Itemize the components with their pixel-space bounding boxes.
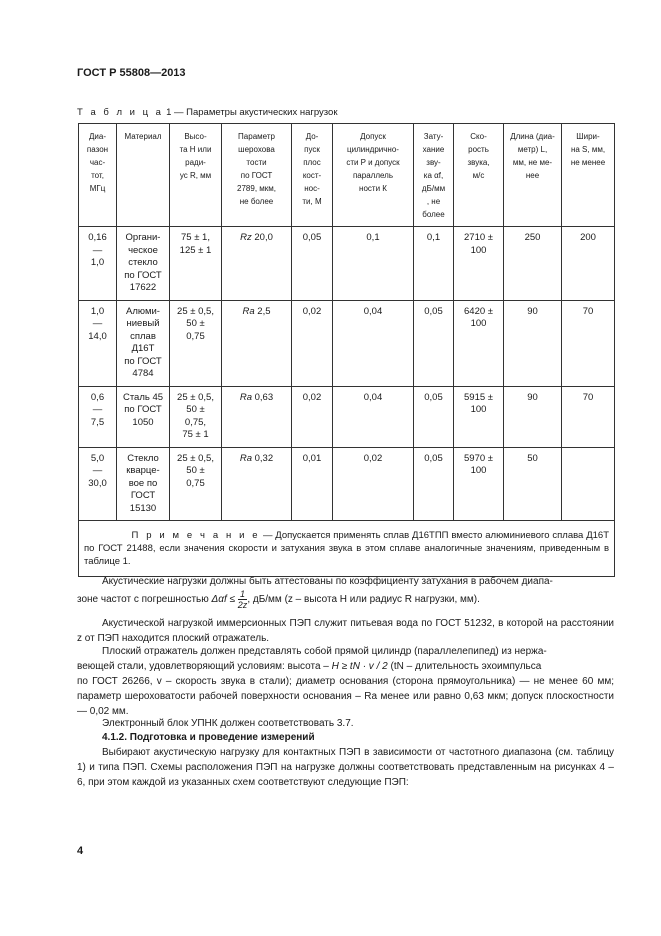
- paragraph-reflector-cont: веющей стали, удовлетворяющий условиям: высота – H ≥ tN · v / 2 (tN – длительность эхоимпульса: [77, 661, 542, 672]
- paragraph-electronic-unit: Электронный блок УПНК должен соответствовать 3.7.: [102, 718, 354, 729]
- section-heading: 4.1.2. Подготовка и проведение измерений: [102, 732, 315, 743]
- table-row: [79, 386, 615, 447]
- table-cell: 0,1: [333, 227, 414, 301]
- table-cell: Стекло кварце- вое по ГОСТ 15130: [117, 447, 170, 521]
- table-row: [79, 447, 615, 521]
- table-header-cell: Материал: [117, 124, 170, 227]
- table-cell: 70: [562, 386, 615, 447]
- paragraph-reflector-end: по ГОСТ 26266, v – скорость звука в стали); диаметр основания (сторона прямоугольника) — не менее 60 мм; параметр шероховатости рабочей поверхности основания – Ra менее или равно 0,63 мкм; допуск плоскостности — 0,02 мм.: [77, 676, 614, 717]
- table-header-cell: Длина (диа- метр) L, мм, не ме- нее: [504, 124, 562, 227]
- table-header-cell: Высо- та H или ради- ус R, мм: [170, 124, 222, 227]
- table-header-row: [79, 124, 615, 227]
- height-formula: H ≥ tN · v / 2: [331, 661, 388, 672]
- table-caption-label: Т а б л и ц а: [77, 107, 164, 118]
- table-header-cell: Параметр шерохова тости по ГОСТ 2789, мкм, не более: [222, 124, 292, 227]
- table-cell: Алюми- ниевый сплав Д16Т по ГОСТ 4784: [117, 300, 170, 386]
- table-cell: [562, 447, 615, 521]
- table-header-cell: Диа- пазон час- тот, МГц: [79, 124, 117, 227]
- table-cell: 25 ± 0,5, 50 ± 0,75: [170, 300, 222, 386]
- table-header-cell: Шири- на S, мм, не менее: [562, 124, 615, 227]
- paragraph-attestation-cont: зоне частот с погрешностью Δαf ≤ $\frac{1}{2z}$ , дБ/мм (z – высота H или радиус R нагрузки, мм).: [77, 589, 480, 610]
- table-cell: 0,04: [333, 300, 414, 386]
- table-header-cell: Зату- хание зву- ка αf, дБ/мм , не более: [414, 124, 454, 227]
- document-header: ГОСТ Р 55808—2013: [77, 67, 186, 79]
- table-cell: 0,05: [292, 227, 333, 301]
- table-row: [79, 227, 615, 301]
- table-cell: Ra 2,5: [222, 300, 292, 386]
- table-cell: 1,0 — 14,0: [79, 300, 117, 386]
- paragraph-immersion-load: Акустической нагрузкой иммерсионных ПЭП служит питьевая вода по ГОСТ 51232, в которой на расстоянии z от ПЭП находится плоский отражатель.: [77, 618, 614, 644]
- parameters-table: [78, 123, 615, 577]
- table-row: [79, 300, 615, 386]
- table-header-cell: До- пуск плос кост- нос- ти, М: [292, 124, 333, 227]
- table-cell: 5,0 — 30,0: [79, 447, 117, 521]
- paragraph-procedure: Выбирают акустическую нагрузку для контактных ПЭП в зависимости от частотного диапазона (см. таблицу 1) и типа ПЭП. Схемы расположения ПЭП на нагрузке должны соответствовать представленным на рисунках 4 – 6, при этом каждой из указанных схем соответствуют следующие ПЭП:: [77, 747, 614, 788]
- table-cell: 2710 ± 100: [454, 227, 504, 301]
- table-cell: 0,05: [414, 386, 454, 447]
- table-cell: Сталь 45 по ГОСТ 1050: [117, 386, 170, 447]
- table-cell: 6420 ± 100: [454, 300, 504, 386]
- table-cell: Органи- ческое стекло по ГОСТ 17622: [117, 227, 170, 301]
- table-cell: 0,05: [414, 300, 454, 386]
- table-header-cell: Ско- рость звука, м/с: [454, 124, 504, 227]
- table-cell: 0,6 — 7,5: [79, 386, 117, 447]
- page-number: 4: [77, 845, 84, 857]
- table-cell: 0,02: [292, 300, 333, 386]
- table-cell: 90: [504, 300, 562, 386]
- table-cell: Rz 20,0: [222, 227, 292, 301]
- table-cell: 0,16 — 1,0: [79, 227, 117, 301]
- table-caption: [77, 107, 337, 118]
- table-cell: 0,1: [414, 227, 454, 301]
- table-cell: 0,02: [292, 386, 333, 447]
- table-caption-text: 1 — Параметры акустических нагрузок: [163, 107, 338, 118]
- table-cell: Ra 0,32: [222, 447, 292, 521]
- table-cell: 0,04: [333, 386, 414, 447]
- table-cell: 0,05: [414, 447, 454, 521]
- table-cell: 250: [504, 227, 562, 301]
- table-cell: 70: [562, 300, 615, 386]
- table-note: П р и м е ч а н и е — Допускается применять сплав Д16ТПП вместо алюминиевого сплава Д16Т по ГОСТ 21488, если значения скорости и затухания звука в этом сплаве аналогичные значениям, приведенным в таблице 1.: [79, 521, 615, 577]
- paragraph-attestation: Акустические нагрузки должны быть аттестованы по коэффициенту затухания в рабочем диапа-: [102, 576, 553, 587]
- table-cell: 25 ± 0,5, 50 ± 0,75, 75 ± 1: [170, 386, 222, 447]
- table-cell: 90: [504, 386, 562, 447]
- table-cell: 25 ± 0,5, 50 ± 0,75: [170, 447, 222, 521]
- table-cell: 0,02: [333, 447, 414, 521]
- table-note-row: [79, 521, 615, 577]
- table-cell: 5970 ± 100: [454, 447, 504, 521]
- table-cell: 50: [504, 447, 562, 521]
- attenuation-formula: Δαf ≤ $\frac{1}{2z}$: [211, 589, 248, 610]
- paragraph-reflector: Плоский отражатель должен представлять собой прямой цилиндр (параллелепипед) из нержа-: [102, 646, 547, 657]
- table-cell: Ra 0,63: [222, 386, 292, 447]
- table-cell: 0,01: [292, 447, 333, 521]
- table-cell: 75 ± 1, 125 ± 1: [170, 227, 222, 301]
- table-cell: 200: [562, 227, 615, 301]
- table-cell: 5915 ± 100: [454, 386, 504, 447]
- table-header-cell: Допуск цилиндрично- сти P и допуск параллель ности К: [333, 124, 414, 227]
